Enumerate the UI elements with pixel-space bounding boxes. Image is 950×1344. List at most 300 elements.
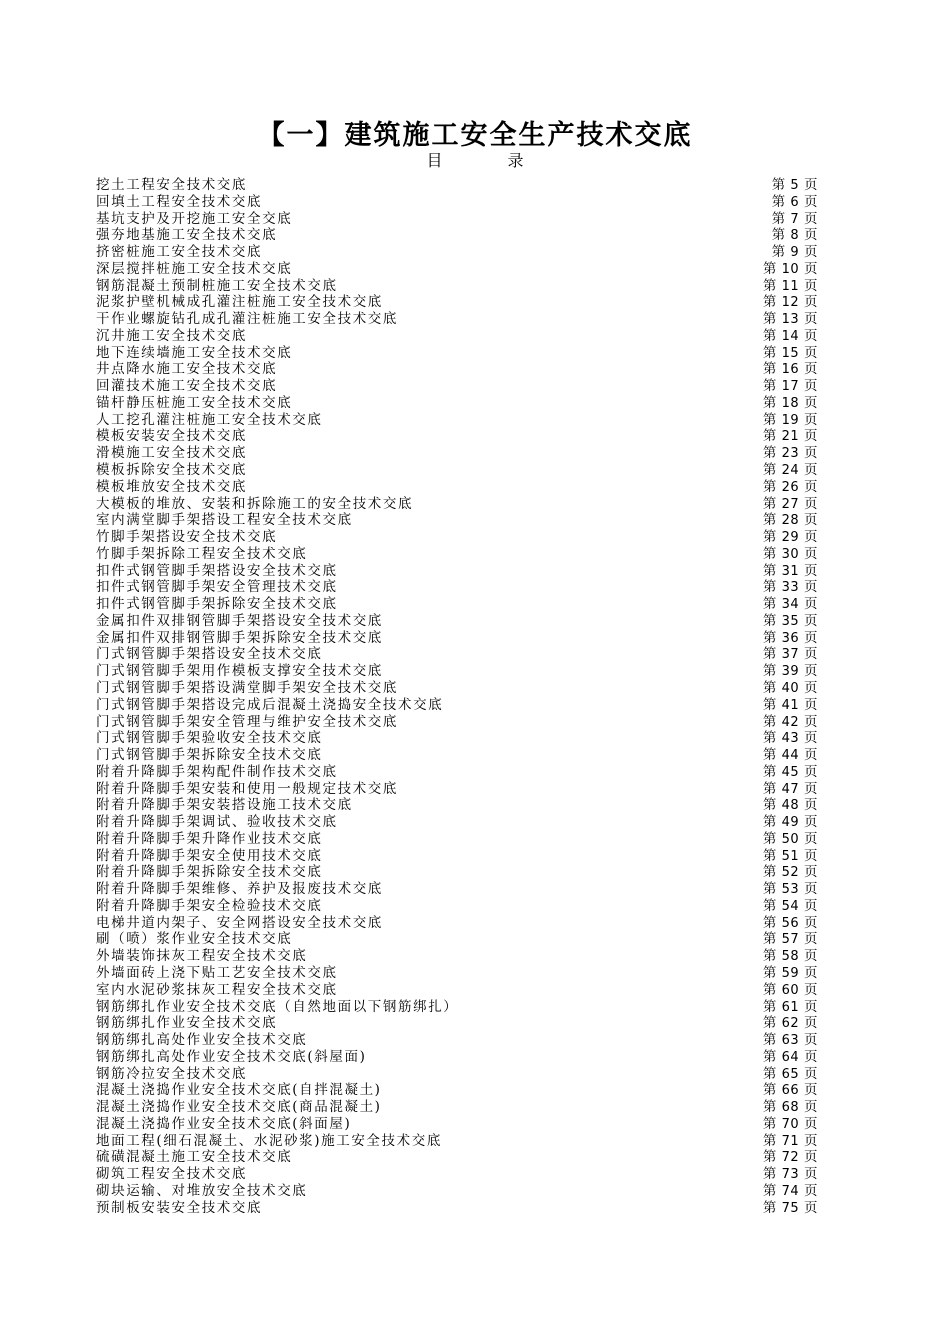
toc-entry-page [772,227,818,245]
page-number: 57 [781,932,800,948]
toc-entry-title: 附着升降脚手架安装搭设施工技术交底 [96,797,353,814]
toc-entry-page [763,714,818,732]
page-number: 68 [781,1100,800,1116]
document-title: 【一】建筑施工安全生产技术交底 [257,120,693,151]
toc-entry-title: 模板拆除安全技术交底 [96,462,247,479]
toc-entry-title: 钢筋冷拉安全技术交底 [96,1065,247,1082]
page-prefix: 第 [762,1048,777,1065]
toc-entry-title: 预制板安装安全技术交底 [96,1199,263,1216]
page-prefix: 第 [762,361,777,378]
toc-entry[interactable] [96,613,818,630]
toc-entry[interactable] [96,294,818,311]
toc-entry-title: 门式钢管脚手架搭设完成后混凝土浇捣安全技术交底 [96,696,444,713]
page-number: 35 [781,613,800,629]
page-number: 6 [790,194,800,210]
page-suffix: 页 [804,394,818,411]
toc-entry-title: 混凝土浇捣作业安全技术交底(斜面屋) [96,1115,352,1132]
page-suffix: 页 [804,1065,818,1082]
page-prefix: 第 [762,981,777,998]
toc-entry-title: 竹脚手架拆除工程安全技术交底 [96,545,308,562]
toc-entry[interactable] [96,244,818,261]
toc-entry[interactable] [96,797,818,814]
page-prefix: 第 [762,378,777,395]
toc-entry-title: 附着升降脚手架构配件制作技术交底 [96,763,338,780]
page-number: 41 [781,697,800,713]
toc-entry[interactable] [96,328,818,345]
page-prefix: 第 [762,864,777,881]
page-suffix: 页 [804,646,818,663]
page-prefix: 第 [762,311,777,328]
toc-entry[interactable] [96,764,818,781]
toc-entry-title: 锚杆静压桩施工安全技术交底 [96,394,293,411]
toc-entry-page [763,311,818,329]
page-suffix: 页 [804,529,818,546]
toc-entry[interactable] [96,931,818,948]
toc-entry-title: 大模板的堆放、安装和拆除施工的安全技术交底 [96,495,414,512]
toc-entry[interactable] [96,177,818,194]
toc-entry-page [763,814,818,832]
page-prefix: 第 [762,428,777,445]
toc-entry-page [763,898,818,916]
page-prefix: 第 [771,227,786,244]
toc-entry[interactable] [96,462,818,479]
toc-entry-page [763,999,818,1017]
page-suffix: 页 [804,713,818,730]
toc-entry[interactable] [96,512,818,529]
toc-entry-page [763,982,818,1000]
page-prefix: 第 [762,1182,777,1199]
page-number: 73 [781,1167,800,1183]
page-suffix: 页 [804,596,818,613]
toc-entry[interactable] [96,479,818,496]
page-suffix: 页 [804,663,818,680]
toc-entry-page [763,563,818,581]
toc-entry-page [772,194,818,212]
toc-entry-page [763,797,818,815]
page-number: 52 [781,865,800,881]
page-suffix: 页 [804,1182,818,1199]
toc-entry-title: 强夯地基施工安全技术交底 [96,227,278,244]
toc-entry-title: 电梯井道内架子、安全网搭设安全技术交底 [96,914,383,931]
toc-entry-title: 扣件式钢管脚手架搭设安全技术交底 [96,562,338,579]
toc-entry[interactable] [96,814,818,831]
toc-entry[interactable] [96,1200,818,1217]
toc-entry-title: 竹脚手架搭设安全技术交底 [96,529,278,546]
page-suffix: 页 [804,948,818,965]
page-number: 65 [781,1066,800,1082]
toc-entry-page [763,1032,818,1050]
toc-entry-title: 回填土工程安全技术交底 [96,193,263,210]
toc-entry[interactable] [96,227,818,244]
page-number: 71 [781,1133,800,1149]
toc-entry-title: 刷（喷）浆作业安全技术交底 [96,931,293,948]
toc-entry[interactable] [96,747,818,764]
page-number: 58 [781,949,800,965]
toc-entry-page [763,864,818,882]
page-suffix: 页 [804,847,818,864]
toc-entry-title: 泥浆护壁机械成孔灌注桩施工安全技术交底 [96,294,383,311]
toc-entry[interactable] [96,663,818,680]
toc-entry-page [763,948,818,966]
toc-entry-page [763,848,818,866]
page-prefix: 第 [762,814,777,831]
page-prefix: 第 [762,612,777,629]
toc-entry-title: 室内水泥砂浆抹灰工程安全技术交底 [96,981,338,998]
page-suffix: 页 [804,495,818,512]
page-number: 47 [781,781,800,797]
page-prefix: 第 [762,797,777,814]
page-suffix: 页 [804,981,818,998]
toc-entry-page [763,1099,818,1117]
page-suffix: 页 [804,612,818,629]
toc-entry-title: 附着升降脚手架安全检验技术交底 [96,897,323,914]
page-prefix: 第 [762,629,777,646]
page-suffix: 页 [804,562,818,579]
page-prefix: 第 [762,931,777,948]
toc-entry-title: 人工挖孔灌注桩施工安全技术交底 [96,411,323,428]
page-number: 75 [781,1200,800,1216]
toc-entry-title: 混凝土浇捣作业安全技术交底(自拌混凝土) [96,1082,382,1099]
toc-entry-page [763,663,818,681]
page-number: 5 [790,178,800,193]
toc-entry[interactable] [96,378,818,395]
page-number: 14 [781,328,800,344]
toc-entry-title: 滑模施工安全技术交底 [96,445,247,462]
page-number: 37 [781,647,800,663]
page-prefix: 第 [771,210,786,227]
page-number: 49 [781,815,800,831]
toc-entry[interactable] [96,529,818,546]
toc-entry-title: 砌筑工程安全技术交底 [96,1166,247,1183]
page-number: 21 [781,429,800,445]
page-suffix: 页 [804,763,818,780]
page-suffix: 页 [804,797,818,814]
page-suffix: 页 [804,1048,818,1065]
page-number: 59 [781,965,800,981]
toc-entry-page [763,747,818,765]
page-prefix: 第 [762,847,777,864]
page-suffix: 页 [804,579,818,596]
page-suffix: 页 [804,193,818,210]
toc-entry-title: 钢筋绑扎作业安全技术交底（自然地面以下钢筋绑扎） [96,998,459,1015]
page-number: 33 [781,580,800,596]
page-prefix: 第 [762,763,777,780]
toc-entry[interactable] [96,1166,818,1183]
page-prefix: 第 [762,579,777,596]
toc-entry[interactable] [96,445,818,462]
page-suffix: 页 [804,931,818,948]
toc-entry-page [763,328,818,346]
page-suffix: 页 [804,344,818,361]
toc-entry[interactable] [96,278,818,295]
toc-entry[interactable] [96,1099,818,1116]
page-number: 39 [781,664,800,680]
toc-entry-title: 附着升降脚手架升降作业技术交底 [96,830,323,847]
page-number: 70 [781,1116,800,1132]
page-number: 48 [781,798,800,814]
page-prefix: 第 [762,1149,777,1166]
page-prefix: 第 [762,596,777,613]
toc-entry[interactable] [96,412,818,429]
toc-entry-page [763,730,818,748]
toc-entry-page [763,1066,818,1084]
page-suffix: 页 [804,361,818,378]
toc-entry[interactable] [96,579,818,596]
page-prefix: 第 [762,1199,777,1216]
page-prefix: 第 [762,1115,777,1132]
page-suffix: 页 [804,914,818,931]
page-number: 18 [781,395,800,411]
toc-entry-page [763,378,818,396]
toc-entry-page [763,412,818,430]
page-prefix: 第 [762,663,777,680]
toc-entry-page [763,512,818,530]
toc-entry[interactable] [96,781,818,798]
page-prefix: 第 [762,327,777,344]
page-number: 16 [781,362,800,378]
page-suffix: 页 [804,1082,818,1099]
toc-entry[interactable] [96,311,818,328]
toc-entry[interactable] [96,1032,818,1049]
toc-entry[interactable] [96,1183,818,1200]
toc-entry-title: 模板堆放安全技术交底 [96,478,247,495]
toc-entry-title: 钢筋绑扎高处作业安全技术交底(斜屋面) [96,1048,367,1065]
toc-entry[interactable] [96,646,818,663]
toc-entry[interactable] [96,1116,818,1133]
page-suffix: 页 [804,897,818,914]
toc-entry-title: 回灌技术施工安全技术交底 [96,378,278,395]
toc-entry[interactable] [96,831,818,848]
toc-entry[interactable] [96,965,818,982]
page-prefix: 第 [762,1065,777,1082]
page-prefix: 第 [762,1132,777,1149]
toc-entry-title: 门式钢管脚手架安全管理与维护安全技术交底 [96,713,398,730]
toc-entry-page [763,630,818,648]
toc-entry-title: 门式钢管脚手架拆除安全技术交底 [96,747,323,764]
page-prefix: 第 [762,964,777,981]
toc-entry-page [763,881,818,899]
page-prefix: 第 [762,411,777,428]
page-number: 53 [781,882,800,898]
toc-entry-title: 附着升降脚手架安装和使用一般规定技术交底 [96,780,398,797]
page-number: 11 [781,278,800,294]
toc-entry-page [763,361,818,379]
toc-entry-title: 钢筋混凝土预制桩施工安全技术交底 [96,277,338,294]
page-prefix: 第 [762,646,777,663]
page-suffix: 页 [804,1132,818,1149]
page-prefix: 第 [762,747,777,764]
toc-entry-title: 扣件式钢管脚手架安全管理技术交底 [96,579,338,596]
page-number: 7 [790,211,800,227]
toc-entry[interactable] [96,546,818,563]
page-prefix: 第 [762,445,777,462]
toc-entry[interactable] [96,496,818,513]
page-prefix: 第 [762,914,777,931]
toc-entry[interactable] [96,848,818,865]
page-prefix: 第 [762,1015,777,1032]
toc-entry-title: 混凝土浇捣作业安全技术交底(商品混凝土) [96,1099,382,1116]
page-number: 12 [781,295,800,311]
toc-heading: 目 录 [426,151,554,170]
toc-entry[interactable] [96,881,818,898]
page-number: 23 [781,446,800,462]
toc-entry[interactable] [96,428,818,445]
toc-entry-title: 地面工程(细石混凝土、水泥砂浆)施工安全技术交底 [96,1132,442,1149]
page-number: 61 [781,999,800,1015]
page-prefix: 第 [762,1082,777,1099]
page-number: 34 [781,597,800,613]
toc-entry[interactable] [96,1149,818,1166]
page-suffix: 页 [804,964,818,981]
toc-entry[interactable] [96,261,818,278]
toc-entry[interactable] [96,915,818,932]
toc-entry-page [763,579,818,597]
page-suffix: 页 [804,512,818,529]
page-prefix: 第 [762,344,777,361]
toc-entry[interactable] [96,596,818,613]
toc-entry[interactable] [96,1082,818,1099]
toc-entry-title: 附着升降脚手架拆除安全技术交底 [96,864,323,881]
page-prefix: 第 [762,830,777,847]
page-prefix: 第 [762,545,777,562]
toc-entry-page [763,596,818,614]
page-prefix: 第 [762,780,777,797]
toc-entry-title: 砌块运输、对堆放安全技术交底 [96,1182,308,1199]
toc-entry[interactable] [96,714,818,731]
toc-entry-title: 附着升降脚手架维修、养护及报废技术交底 [96,881,383,898]
toc-entry-title: 挤密桩施工安全技术交底 [96,244,263,261]
page-prefix: 第 [762,1032,777,1049]
page-number: 51 [781,848,800,864]
page-prefix: 第 [762,881,777,898]
page-prefix: 第 [762,948,777,965]
toc-entry[interactable] [96,982,818,999]
toc-entry-page [763,462,818,480]
page-suffix: 页 [804,227,818,244]
toc-entry-page [763,294,818,312]
toc-entry[interactable] [96,630,818,647]
toc-entry-title: 硫磺混凝土施工安全技术交底 [96,1149,293,1166]
toc-entry[interactable] [96,361,818,378]
toc-entry[interactable] [96,1133,818,1150]
toc-entry-title: 室内满堂脚手架搭设工程安全技术交底 [96,512,353,529]
toc-entry[interactable] [96,697,818,714]
page-prefix: 第 [762,495,777,512]
page-number: 62 [781,1016,800,1032]
toc-entry[interactable] [96,1049,818,1066]
page-suffix: 页 [804,814,818,831]
page-number: 30 [781,546,800,562]
toc-entry[interactable] [96,1015,818,1032]
page-suffix: 页 [804,210,818,227]
toc-entry-title: 附着升降脚手架调试、验收技术交底 [96,814,338,831]
page-prefix: 第 [762,1166,777,1183]
toc-entry-page [772,177,818,195]
toc-entry-title: 门式钢管脚手架用作模板支撑安全技术交底 [96,663,383,680]
page-number: 74 [781,1183,800,1199]
page-suffix: 页 [804,629,818,646]
page-suffix: 页 [804,1166,818,1183]
toc-entry-page [763,697,818,715]
toc-entry-page [763,1015,818,1033]
toc-entry-page [763,646,818,664]
page-suffix: 页 [804,1149,818,1166]
page-number: 27 [781,496,800,512]
page-prefix: 第 [762,277,777,294]
toc-entry-page [763,931,818,949]
toc-entry[interactable] [96,898,818,915]
toc-entry[interactable] [96,864,818,881]
page-number: 72 [781,1150,800,1166]
page-suffix: 页 [804,780,818,797]
page-suffix: 页 [804,428,818,445]
page-suffix: 页 [804,311,818,328]
page-number: 50 [781,831,800,847]
toc-entry-page [763,261,818,279]
toc-entry-title: 门式钢管脚手架搭设满堂脚手架安全技术交底 [96,679,398,696]
toc-entry[interactable] [96,563,818,580]
toc-entry-title: 模板安装安全技术交底 [96,428,247,445]
toc-entry-title: 深层搅拌桩施工安全技术交底 [96,260,293,277]
page-suffix: 页 [804,679,818,696]
toc-entry[interactable] [96,194,818,211]
page-number: 29 [781,530,800,546]
toc-entry-page [763,1049,818,1067]
page-prefix: 第 [762,462,777,479]
page-number: 56 [781,915,800,931]
toc-entry[interactable] [96,345,818,362]
toc-entry[interactable] [96,730,818,747]
toc-entry[interactable] [96,395,818,412]
page-suffix: 页 [804,1032,818,1049]
toc-entry-page [763,278,818,296]
page-prefix: 第 [762,294,777,311]
page-suffix: 页 [804,244,818,261]
page-prefix: 第 [762,713,777,730]
page-suffix: 页 [804,478,818,495]
toc-entry-page [763,1183,818,1201]
toc-entry-page [763,1149,818,1167]
toc-entry-title: 扣件式钢管脚手架拆除安全技术交底 [96,596,338,613]
toc-entry-page [772,211,818,229]
page-number: 26 [781,479,800,495]
page-suffix: 页 [804,294,818,311]
toc-entry-title: 门式钢管脚手架验收安全技术交底 [96,730,323,747]
toc-entry[interactable] [96,999,818,1016]
page-suffix: 页 [804,881,818,898]
toc-entry-title: 金属扣件双排钢管脚手架拆除安全技术交底 [96,629,383,646]
toc-entry[interactable] [96,948,818,965]
toc-entry[interactable] [96,1066,818,1083]
toc-entry[interactable] [96,211,818,228]
page-number: 31 [781,563,800,579]
toc-entry-title: 干作业螺旋钻孔成孔灌注桩施工安全技术交底 [96,311,398,328]
page-number: 19 [781,412,800,428]
page-prefix: 第 [762,897,777,914]
page-prefix: 第 [762,696,777,713]
page-prefix: 第 [762,529,777,546]
page-suffix: 页 [804,411,818,428]
toc-entry[interactable] [96,680,818,697]
toc-entry-page [763,764,818,782]
toc-entry-title: 门式钢管脚手架搭设安全技术交底 [96,646,323,663]
page-prefix: 第 [771,244,786,261]
toc-entry-page [763,781,818,799]
toc-entry-page [763,1133,818,1151]
page-number: 60 [781,982,800,998]
page-number: 10 [781,261,800,277]
page-prefix: 第 [762,512,777,529]
